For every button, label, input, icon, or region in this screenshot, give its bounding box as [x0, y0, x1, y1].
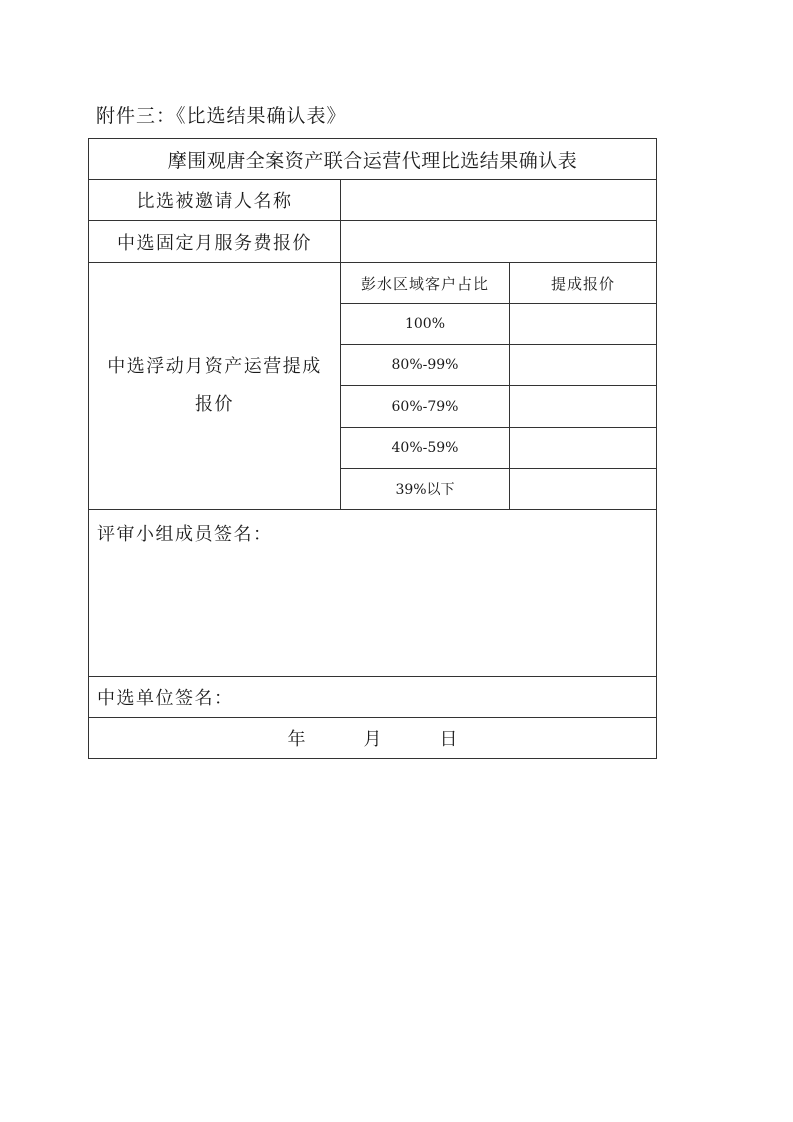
tier-range: 40%-59%: [341, 428, 510, 469]
review-sign-area[interactable]: [89, 510, 657, 677]
review-sign-label: 评审小组成员签名：: [97, 524, 273, 545]
ratio-header: 彭水区域客户占比: [341, 263, 510, 304]
fixed-fee-row: [89, 221, 657, 263]
float-fee-label: [89, 263, 341, 510]
tier-range: 100%: [341, 304, 510, 345]
tier-quote-field[interactable]: [510, 386, 657, 428]
float-header-row: [89, 263, 657, 304]
invitee-label: 比选被邀请人名称: [89, 180, 341, 221]
unit-sign-row: [89, 677, 657, 718]
confirmation-table: [88, 138, 657, 759]
tier-quote-field[interactable]: [510, 469, 657, 510]
date-cell[interactable]: [89, 718, 657, 759]
date-day: 日: [439, 729, 458, 750]
tier-range: 80%-99%: [341, 345, 510, 386]
tier-range: 60%-79%: [341, 386, 510, 428]
tier-quote-field[interactable]: [510, 345, 657, 386]
tier-quote-field[interactable]: [510, 428, 657, 469]
fixed-fee-label: 中选固定月服务费报价: [89, 221, 341, 263]
tier-range: 39%以下: [341, 469, 510, 510]
table-title-row: [89, 139, 657, 180]
date-month: 月: [363, 729, 382, 750]
float-fee-label-line1: 中选浮动月资产运营提成: [107, 356, 322, 377]
float-fee-label-line2: 报价: [195, 394, 234, 415]
table-title: 摩围观唐全案资产联合运营代理比选结果确认表: [89, 139, 657, 180]
invitee-row: [89, 180, 657, 221]
unit-sign-label: 中选单位签名：: [97, 688, 234, 709]
invitee-value-field[interactable]: [341, 180, 657, 221]
date-row: [89, 718, 657, 759]
quote-header: 提成报价: [510, 263, 657, 304]
unit-sign-area[interactable]: [89, 677, 657, 718]
review-sign-row: [89, 510, 657, 677]
tier-quote-field[interactable]: [510, 304, 657, 345]
attachment-title: 附件三：《比选结果确认表》: [96, 105, 347, 127]
date-year: 年: [287, 729, 306, 750]
fixed-fee-value-field[interactable]: [341, 221, 657, 263]
